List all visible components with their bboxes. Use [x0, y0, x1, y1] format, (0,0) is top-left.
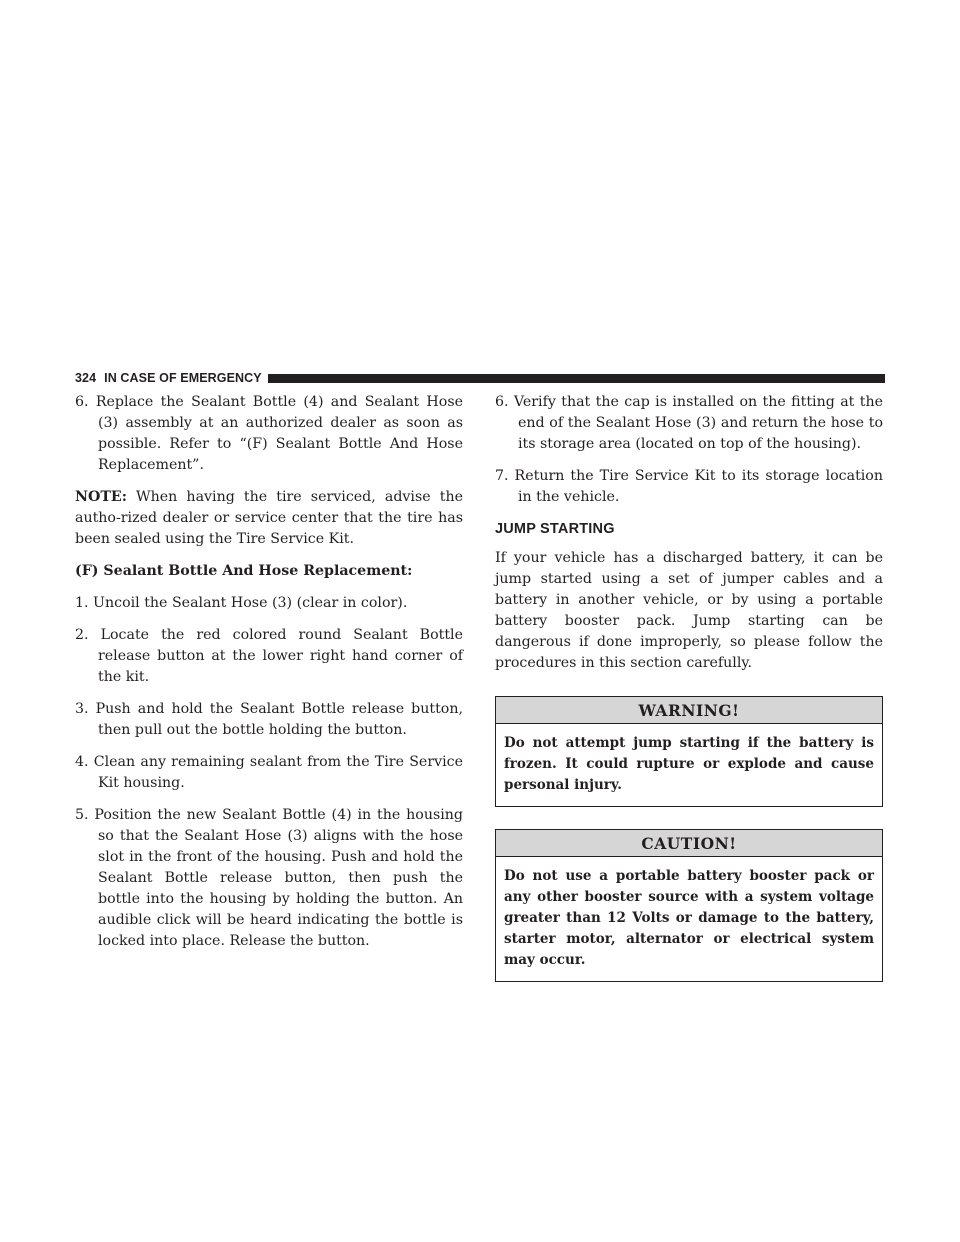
note-text: When having the tire serviced, advise the autho-rized dealer or service center that the tire has been sealed using the Tire Service Kit. — [75, 489, 463, 547]
page-header — [75, 371, 885, 385]
header-rule — [268, 374, 885, 383]
section-title: IN CASE OF EMERGENCY — [104, 371, 262, 385]
left-column — [75, 392, 463, 963]
section-heading: JUMP STARTING — [495, 521, 615, 537]
caution-box — [495, 829, 883, 982]
warning-box — [495, 696, 883, 807]
list-item: 1. Uncoil the Sealant Hose (3) (clear in color). — [75, 595, 408, 611]
list-item-6: 6. Replace the Sealant Bottle (4) and Sealant Hose (3) assembly at an authorized dealer as soon as possible. Refer to “(F) Sealant Bottle And Hose Replacement”. — [75, 394, 463, 473]
list-item: 5. Position the new Sealant Bottle (4) in the housing so that the Sealant Hose (3) aligns with the hose slot in the front of the housing. Push and hold the Sealant Bottle release button, then push the bottle into the housing by holding the button. An audible click will be heard indicating the bottle is locked into place. Release the button. — [75, 807, 463, 949]
list-item: 2. Locate the red colored round Sealant Bottle release button at the lower right hand corner of the kit. — [75, 627, 463, 685]
caution-title: CAUTION! — [496, 830, 882, 857]
list-item: 6. Verify that the cap is installed on the fitting at the end of the Sealant Hose (3) and return the hose to its storage area (located on top of the housing). — [495, 394, 883, 452]
list-item: 3. Push and hold the Sealant Bottle release button, then pull out the bottle holding the button. — [75, 701, 463, 738]
caution-text: Do not use a portable battery booster pack or any other booster source with a system voltage greater than 12 Volts or damage to the battery, starter motor, alternator or electrical system may occur. — [504, 868, 874, 968]
list-item: 4. Clean any remaining sealant from the Tire Service Kit housing. — [75, 754, 463, 791]
page-number: 324 — [75, 371, 97, 385]
note-paragraph — [75, 487, 463, 550]
right-column — [495, 392, 883, 982]
subheading: (F) Sealant Bottle And Hose Replacement: — [75, 563, 413, 579]
intro-paragraph: If your vehicle has a discharged battery, it can be jump started using a set of jumper cables and a battery in another vehicle, or by using a portable battery booster pack. Jump starting can be dangerous if done improperly, so please follow the procedures in this section carefully. — [495, 550, 883, 671]
note-label: NOTE: — [75, 489, 127, 505]
warning-text: Do not attempt jump starting if the battery is frozen. It could rupture or explode and cause personal injury. — [504, 735, 874, 793]
warning-title: WARNING! — [496, 697, 882, 724]
list-item: 7. Return the Tire Service Kit to its storage location in the vehicle. — [495, 468, 883, 505]
